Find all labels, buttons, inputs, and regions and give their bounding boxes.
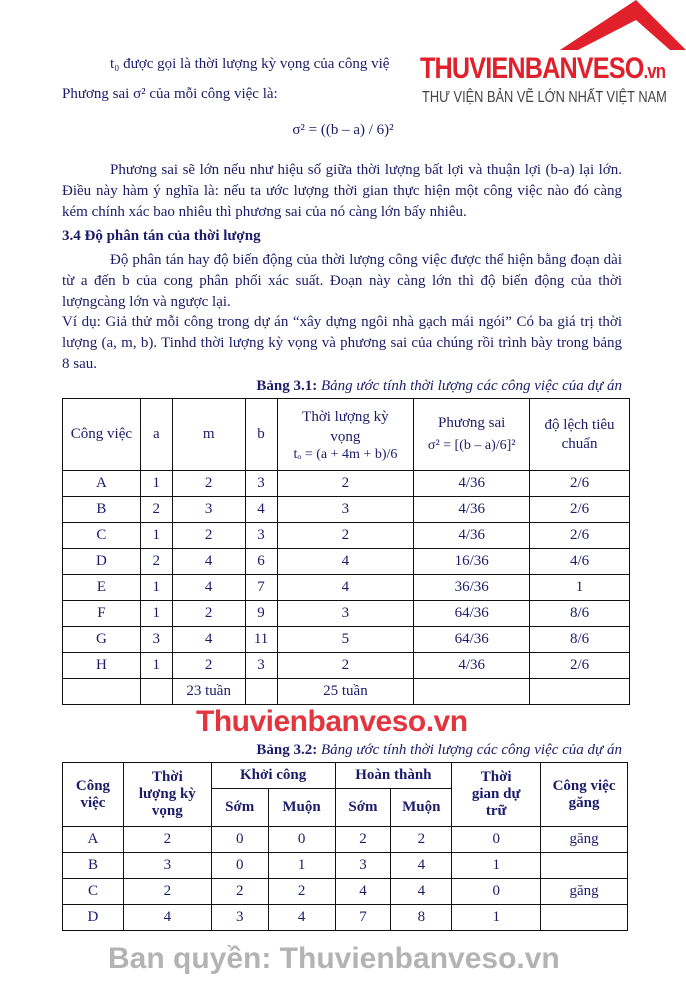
table-cell: B	[63, 497, 141, 523]
table-cell: 3	[123, 853, 211, 879]
table-cell: 5	[277, 627, 414, 653]
subheader-cell: Sớm	[335, 789, 391, 827]
table-cell: C	[63, 523, 141, 549]
caption-text: Bảng ước tính thời lượng các công việc của dự án	[321, 378, 622, 394]
table-cell: 2/6	[530, 523, 630, 549]
table-cell: 2	[277, 653, 414, 679]
caption-label: Bảng 3.2:	[256, 742, 318, 758]
table1-caption	[256, 376, 622, 396]
table-cell: G	[63, 627, 141, 653]
table-3-2	[62, 762, 628, 931]
section-heading: 3.4 Độ phân tán của thời lượng	[62, 228, 261, 244]
logo-slogan: THƯ VIỆN BẢN VẼ LỚN NHẤT VIỆT NAM	[422, 89, 667, 106]
header-cell	[277, 399, 414, 471]
table-row	[63, 879, 628, 905]
header-cell: b	[245, 399, 277, 471]
table-cell: 0	[452, 879, 541, 905]
table-cell: D	[63, 905, 124, 931]
roof-icon	[420, 0, 686, 52]
table-row	[63, 523, 630, 549]
table-cell: 2/6	[530, 471, 630, 497]
table-cell: 23 tuần	[172, 679, 245, 705]
table-row	[63, 601, 630, 627]
table-cell: 8	[391, 905, 452, 931]
header-cell: m	[172, 399, 245, 471]
table-cell: găng	[541, 827, 628, 853]
subheader-cell: Sớm	[211, 789, 268, 827]
table-cell: 2	[172, 471, 245, 497]
table-cell: 4/36	[414, 497, 530, 523]
table-row	[63, 627, 630, 653]
header-text: độ lệch tiêu chuẩn	[544, 416, 615, 452]
variance-formula: σ² = ((b – a) / 6)²	[292, 122, 394, 138]
table-cell: 4	[245, 497, 277, 523]
table-cell: 3	[335, 853, 391, 879]
table-row	[63, 497, 630, 523]
table-cell	[414, 679, 530, 705]
table-row	[63, 549, 630, 575]
subheader-cell: Muộn	[268, 789, 335, 827]
table-cell: 1	[530, 575, 630, 601]
table-cell: 4	[277, 575, 414, 601]
table-cell: 8/6	[530, 627, 630, 653]
table-cell: 4	[172, 627, 245, 653]
table-3-1	[62, 398, 630, 705]
header-cell: Công việc	[63, 763, 124, 827]
table-cell: 4	[335, 879, 391, 905]
table-cell: 3	[140, 627, 172, 653]
table-cell: 2	[123, 827, 211, 853]
table-cell: 1	[452, 905, 541, 931]
table-cell	[541, 905, 628, 931]
table-cell: 1	[140, 601, 172, 627]
table-cell: 1	[140, 575, 172, 601]
table-cell: 2/6	[530, 497, 630, 523]
header-cell	[530, 399, 630, 471]
table-cell: 2	[268, 879, 335, 905]
table-row	[63, 679, 630, 705]
table-cell: 8/6	[530, 601, 630, 627]
paragraph-variance: Phương sai σ² của mỗi công việc là:	[62, 86, 278, 102]
table-cell: C	[63, 879, 124, 905]
table-cell: H	[63, 653, 141, 679]
table-cell: 4/6	[530, 549, 630, 575]
table-cell: A	[63, 471, 141, 497]
table-cell: 2/6	[530, 653, 630, 679]
table-cell: 3	[277, 497, 414, 523]
table-cell: 4/36	[414, 653, 530, 679]
table-cell	[140, 679, 172, 705]
table-cell: 2	[172, 523, 245, 549]
header-formula: tₒ = (a + 4m + b)/6	[293, 446, 398, 462]
table-cell: 3	[211, 905, 268, 931]
table-cell: 4/36	[414, 471, 530, 497]
paragraph-example: Ví dụ: Giả thử mỗi công trong dự án “xây dựng ngôi nhà gạch mái ngói” Có ba giá trị thời lượng (a, m, b). Tinhd thời lượng kỳ vọng và phương sai của chúng rồi trình bày trong bảng 8 sau.	[62, 314, 622, 372]
table-cell: 2	[172, 653, 245, 679]
table-cell: 4/36	[414, 523, 530, 549]
table-cell: 2	[211, 879, 268, 905]
table-row	[63, 471, 630, 497]
header-cell: Thời gian dự trữ	[452, 763, 541, 827]
table-cell: 0	[268, 827, 335, 853]
table-header-row	[63, 399, 630, 471]
table-cell: 2	[140, 549, 172, 575]
table-row	[63, 853, 628, 879]
watermark-bottom: Ban quyền: Thuvienbanveso.vn	[108, 942, 560, 975]
table-cell: 11	[245, 627, 277, 653]
table-cell: 7	[335, 905, 391, 931]
logo-name: THUVIENBANVESO	[420, 52, 644, 85]
table-cell: 4	[391, 853, 452, 879]
table-cell: 6	[245, 549, 277, 575]
table-cell: 4	[268, 905, 335, 931]
header-text: Thời lượng kỳ vọng	[302, 408, 389, 445]
table-cell: 0	[211, 827, 268, 853]
table-cell	[541, 853, 628, 879]
table-row	[63, 827, 628, 853]
table-cell: 2	[335, 827, 391, 853]
table-cell: 7	[245, 575, 277, 601]
table-row	[63, 905, 628, 931]
table-cell: 4	[391, 879, 452, 905]
table-cell: 9	[245, 601, 277, 627]
table-row	[63, 575, 630, 601]
table-cell: D	[63, 549, 141, 575]
header-cell: Thời lượng kỳ vọng	[123, 763, 211, 827]
table-cell: 2	[123, 879, 211, 905]
header-cell: Hoàn thành	[335, 763, 452, 789]
table-cell: 1	[268, 853, 335, 879]
caption-label: Bảng 3.1:	[256, 378, 318, 394]
table-cell: 64/36	[414, 601, 530, 627]
table-cell: 2	[277, 523, 414, 549]
table-cell: 4	[123, 905, 211, 931]
header-cell: a	[140, 399, 172, 471]
table2-caption	[256, 740, 622, 760]
header-cell: Công việc găng	[541, 763, 628, 827]
table-cell: 3	[277, 601, 414, 627]
table-cell: F	[63, 601, 141, 627]
header-cell: Khởi công	[211, 763, 335, 789]
table-cell: 1	[140, 653, 172, 679]
table-cell: 36/36	[414, 575, 530, 601]
table-cell	[245, 679, 277, 705]
table-cell: 3	[245, 523, 277, 549]
table-cell	[63, 679, 141, 705]
table-cell: 3	[172, 497, 245, 523]
table-cell: 1	[140, 523, 172, 549]
table-cell: 64/36	[414, 627, 530, 653]
table-cell: 25 tuần	[277, 679, 414, 705]
subheader-cell: Muộn	[391, 789, 452, 827]
table-header-row	[63, 763, 628, 789]
header-formula: σ² = [(b – a)/6]²	[427, 438, 516, 453]
table-cell: 4	[172, 549, 245, 575]
caption-text: Bảng ước tính thời lượng các công việc của dự án	[321, 742, 622, 758]
logo-text	[420, 52, 665, 89]
logo-tld: .vn	[643, 61, 666, 83]
table-cell: 4	[277, 549, 414, 575]
table-cell: 2	[140, 497, 172, 523]
table-cell: 3	[245, 653, 277, 679]
table-cell: 16/36	[414, 549, 530, 575]
table-cell: A	[63, 827, 124, 853]
table-cell: 0	[211, 853, 268, 879]
paragraph-variance-explain: Phương sai sẽ lớn nếu như hiệu số giữa thời lượng bất lợi và thuận lợi (b-a) lại lớn. Điều này hàm ý nghĩa là: nếu ta ước lượng thời gian thực hiện một công việc nào đó càng kém chính xác bao nhiêu thì phương sai của nó càng lớn bấy nhiêu.	[62, 162, 622, 220]
table-cell: B	[63, 853, 124, 879]
table-cell	[530, 679, 630, 705]
paragraph-t0: t₀ được gọi là thời lượng kỳ vọng của công việ	[110, 56, 390, 72]
table-cell: 2	[172, 601, 245, 627]
watermark-center: Thuvienbanveso.vn	[196, 705, 468, 738]
header-cell: Công việc	[63, 399, 141, 471]
table-cell: 2	[277, 471, 414, 497]
site-logo	[420, 10, 686, 110]
table-cell: găng	[541, 879, 628, 905]
table-row	[63, 653, 630, 679]
table-cell: 0	[452, 827, 541, 853]
table-cell: 2	[391, 827, 452, 853]
table-cell: 4	[172, 575, 245, 601]
table-cell: 1	[452, 853, 541, 879]
table-cell: E	[63, 575, 141, 601]
table-cell: 3	[245, 471, 277, 497]
paragraph-dispersion: Độ phân tán hay độ biến động của thời lượng công việc được thể hiện bằng đoạn dài từ a đến b của cong phân phối xác suất. Đoạn này càng lớn thì độ biến động của thời lượngcàng lớn và ngược lại.	[62, 252, 622, 310]
header-cell	[414, 399, 530, 471]
header-text: Phương sai	[438, 415, 506, 431]
table-cell: 1	[140, 471, 172, 497]
